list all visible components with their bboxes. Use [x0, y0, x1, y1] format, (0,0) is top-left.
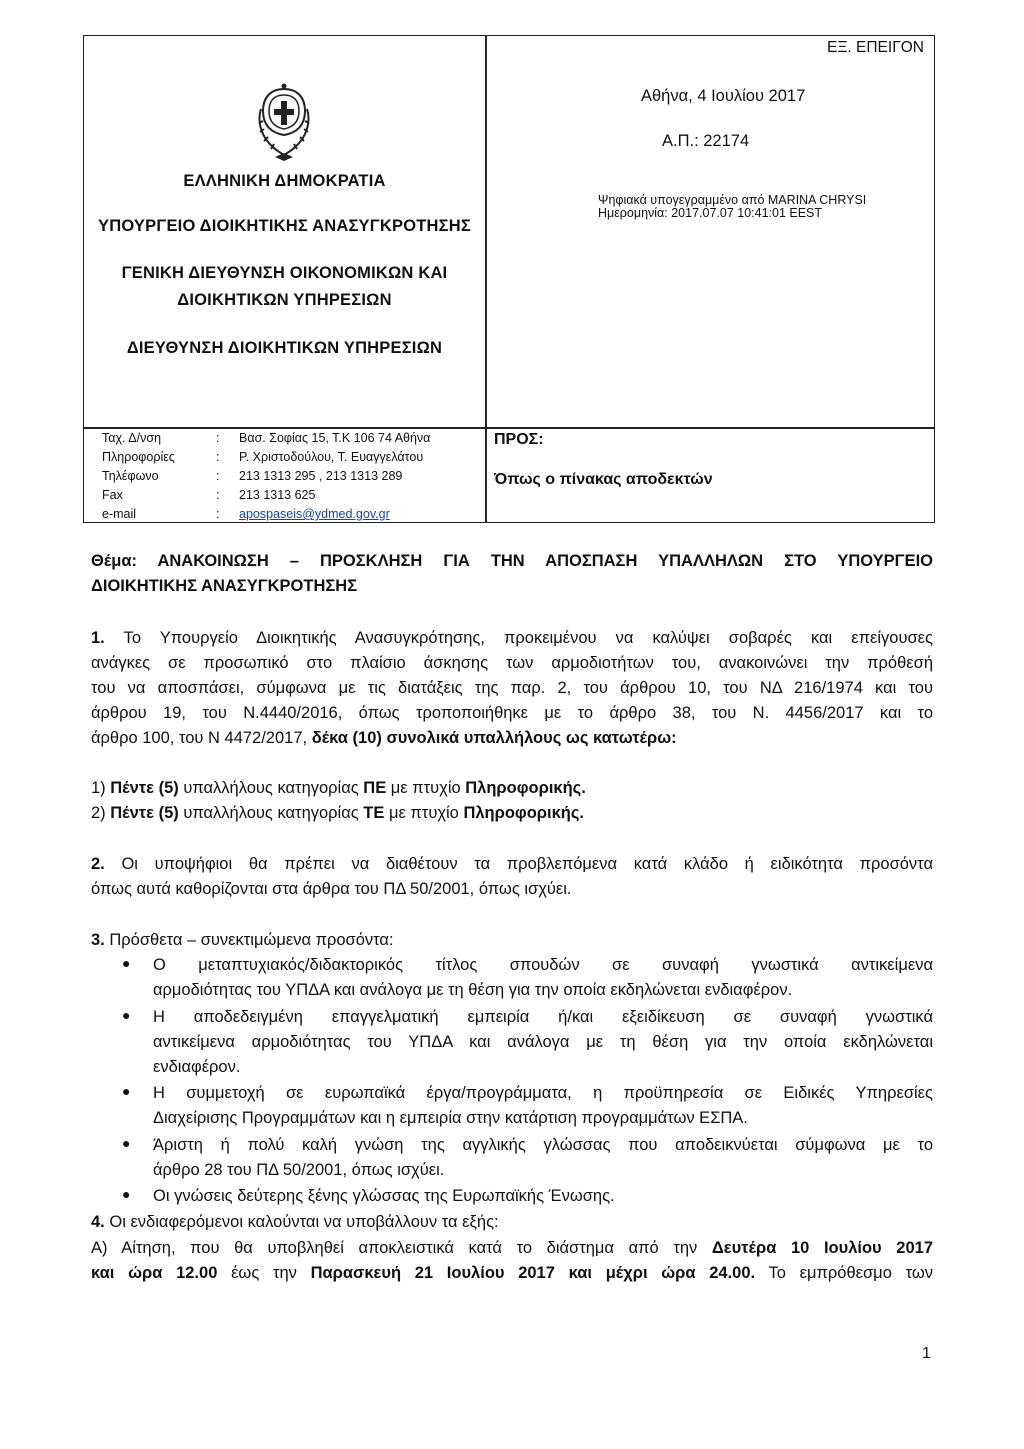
contact-colon: : [216, 469, 220, 483]
position-field: Πληροφορικής. [463, 804, 585, 822]
para1-line4: άρθρου 19, του Ν.4440/2016, όπως τροποποιήθηκε με το άρθρο 38, του Ν. 4456/2017 και το [91, 704, 933, 722]
para2-text: Οι υποψήφιοι θα πρέπει να διαθέτουν τα προβλεπόμενα κατά κλάδο ή ειδικότητα προσόντα [121, 855, 933, 873]
bullet-glyph: ● [122, 1083, 131, 1099]
para4-a-end-date: Παρασκευή 21 Ιουλίου 2017 και μέχρι ώρα 24.00. [310, 1264, 756, 1282]
signature-timestamp: Ημερομηνία: 2017.07.07 10:41:01 EEST [598, 206, 823, 220]
para1-line1 [91, 626, 933, 651]
position-category: ΠΕ [363, 779, 387, 797]
para1-line5-text: άρθρο 100, του Ν 4472/2017, [91, 729, 312, 747]
para4-a-line2 [91, 1261, 933, 1286]
contact-label: e-mail [102, 507, 137, 521]
contact-value: Βασ. Σοφίας 15, Τ.Κ 106 74 Αθήνα [239, 431, 431, 445]
org-ministry: ΥΠΟΥΡΓΕΙΟ ΔΙΟΙΚΗΤΙΚΗΣ ΑΝΑΣΥΓΚΡΟΤΗΣΗΣ [98, 217, 471, 235]
org-country: ΕΛΛΗΝΙΚΗ ΔΗΜΟΚΡΑΤΙΑ [183, 172, 386, 190]
position-count: Πέντε (5) [110, 779, 179, 797]
issuer-block [84, 36, 485, 427]
qualification-line: Άριστη ή πολύ καλή γνώση της αγγλικής γλώσσας που αποδεικνύεται σύμφωνα με το [153, 1136, 933, 1154]
para3-intro [91, 928, 933, 953]
para2-number: 2. [91, 855, 105, 873]
qualification-line: άρθρο 28 του ΠΔ 50/2001, όπως ισχύει. [153, 1161, 445, 1179]
contact-label: Ταχ. Δ/νση [102, 431, 162, 445]
recipient-label: ΠΡΟΣ: [494, 431, 544, 448]
para3-text: Πρόσθετα – συνεκτιμώμενα προσόντα: [109, 931, 394, 949]
contact-value: 213 1313 295 , 213 1313 289 [239, 469, 403, 483]
contact-value: Ρ. Χριστοδούλου, Τ. Ευαγγελάτου [239, 450, 424, 464]
para3-number: 3. [91, 931, 105, 949]
contact-colon: : [216, 488, 220, 502]
subject-line2: ΔΙΟΙΚΗΤΙΚΗΣ ΑΝΑΣΥΓΚΡΟΤΗΣΗΣ [91, 577, 358, 595]
position-text: με πτυχίο [384, 804, 464, 822]
para2-line2: όπως αυτά καθορίζονται στα άρθρα του ΠΔ 50/2001, όπως ισχύει. [91, 880, 572, 898]
subject-line1: Θέμα: ΑΝΑΚΟΙΝΩΣΗ – ΠΡΟΣΚΛΗΣΗ ΓΙΑ ΤΗΝ ΑΠΟΣΠΑΣΗ ΥΠΑΛΛΗΛΩΝ ΣΤΟ ΥΠΟΥΡΓΕΙΟ [91, 552, 933, 570]
para4-text: Οι ενδιαφερόμενοι καλούνται να υποβάλλουν τα εξής: [109, 1213, 499, 1231]
org-directorate: ΔΙΕΥΘΥΝΣΗ ΔΙΟΙΚΗΤΙΚΩΝ ΥΠΗΡΕΣΙΩΝ [126, 339, 443, 357]
signature-signer: Ψηφιακά υπογεγραμμένο από MARINA CHRYSI [598, 193, 867, 207]
contact-label: Πληροφορίες [102, 450, 175, 464]
contact-colon: : [216, 431, 220, 445]
para4-a-text: έως την [217, 1264, 311, 1282]
para2-line1 [91, 852, 933, 877]
qualification-line: Οι γνώσεις δεύτερης ξένης γλώσσας της Ευρωπαϊκής Ένωσης. [153, 1187, 615, 1205]
bullet-glyph: ● [122, 1007, 131, 1023]
contact-info [84, 429, 485, 524]
contact-value: 213 1313 625 [239, 488, 316, 502]
recipient-block [486, 429, 936, 524]
para4-number: 4. [91, 1213, 105, 1231]
org-general-directorate-line2: ΔΙΟΙΚΗΤΙΚΩΝ ΥΠΗΡΕΣΙΩΝ [177, 291, 392, 309]
para4-a-line1 [91, 1236, 933, 1261]
position-text: με πτυχίο [386, 779, 466, 797]
letterhead-table [83, 35, 935, 523]
para4-a-text: Το εμπρόθεσμο των [755, 1264, 933, 1282]
para4-a-text: Α) Αίτηση, που θα υποβληθεί αποκλειστικά κατά το διάστημα από την [91, 1239, 712, 1257]
position-text: υπαλλήλους κατηγορίας [178, 804, 364, 822]
qualification-line: Ο μεταπτυχιακός/διδακτορικός τίτλος σπουδών σε συναφή γνωστικά αντικείμενα [153, 956, 933, 974]
org-general-directorate-line1: ΓΕΝΙΚΗ ΔΙΕΥΘΥΝΣΗ ΟΙΚΟΝΟΜΙΚΩΝ ΚΑΙ [121, 264, 448, 282]
qualification-line: αρμοδιότητας του ΥΠΔΑ και ανάλογα με τη θέση για την οποία εκδηλώνεται ενδιαφέρον. [153, 981, 793, 999]
para4-a-start-time: και ώρα 12.00 [91, 1264, 218, 1282]
position-number: 2) [91, 804, 111, 822]
contact-label: Fax [102, 488, 123, 502]
digital-signature [598, 194, 866, 220]
para4-a-start-date: Δευτέρα 10 Ιουλίου 2017 [711, 1239, 933, 1257]
para1-text: Το Υπουργείο Διοικητικής Ανασυγκρότησης, προκειμένου να καλύψει σοβαρές και επείγουσες [123, 629, 933, 647]
protocol-number: Α.Π.: 22174 [662, 132, 750, 150]
document-date: Αθήνα, 4 Ιουλίου 2017 [641, 87, 806, 105]
qualification-line: ενδιαφέρον. [153, 1058, 241, 1076]
document-meta-block [486, 36, 936, 427]
position-text: υπαλλήλους κατηγορίας [178, 779, 364, 797]
position-item [91, 801, 933, 826]
contact-label: Τηλέφωνο [102, 469, 159, 483]
position-number: 1) [91, 779, 111, 797]
position-item [91, 776, 933, 801]
recipient-value: Όπως ο πίνακας αποδεκτών [494, 471, 713, 488]
para4-intro [91, 1210, 933, 1235]
page-number: 1 [922, 1345, 931, 1362]
para1-line5 [91, 726, 933, 751]
para1-number: 1. [91, 629, 105, 647]
bullet-glyph: ● [122, 1135, 131, 1151]
contact-colon: : [216, 507, 220, 521]
bullet-glyph: ● [122, 1186, 131, 1202]
email-link[interactable]: apospaseis@ydmed.gov.gr [239, 507, 390, 521]
qualification-line: Η αποδεδειγμένη επαγγελματική εμπειρία ή/και εξειδίκευση σε συναφή γνωστικά [153, 1008, 933, 1026]
para1-line3: του να αποσπάσει, σύμφωνα με τις διατάξεις της παρ. 2, του άρθρου 10, του ΝΔ 216/1974 και του [91, 679, 933, 697]
urgency-label: ΕΞ. ΕΠΕΙΓΟΝ [827, 39, 924, 56]
position-category: ΤΕ [363, 804, 385, 822]
qualification-line: Διαχείρισης Προγραμμάτων και η εμπειρία στην κατάρτιση προγραμμάτων ΕΣΠΑ. [153, 1109, 748, 1127]
contact-colon: : [216, 450, 220, 464]
greek-coat-of-arms-icon [255, 81, 313, 163]
position-count: Πέντε (5) [110, 804, 179, 822]
para1-line5-bold: δέκα (10) συνολικά υπαλλήλους ως κατωτέρω: [311, 729, 677, 747]
qualification-line: Η συμμετοχή σε ευρωπαϊκά έργα/προγράμματα, η προϋπηρεσία σε Ειδικές Υπηρεσίες [153, 1084, 933, 1102]
position-field: Πληροφορικής. [465, 779, 586, 797]
para1-line2: ανάγκες σε προσωπικό στο πλαίσιο άσκησης των αρμοδιοτήτων του, ανακοινώνει την πρόθεσή [91, 654, 933, 672]
qualification-line: αντικείμενα αρμοδιότητας του ΥΠΔΑ και ανάλογα με τη θέση για την οποία εκδηλώνεται [153, 1033, 933, 1051]
bullet-glyph: ● [122, 955, 131, 971]
